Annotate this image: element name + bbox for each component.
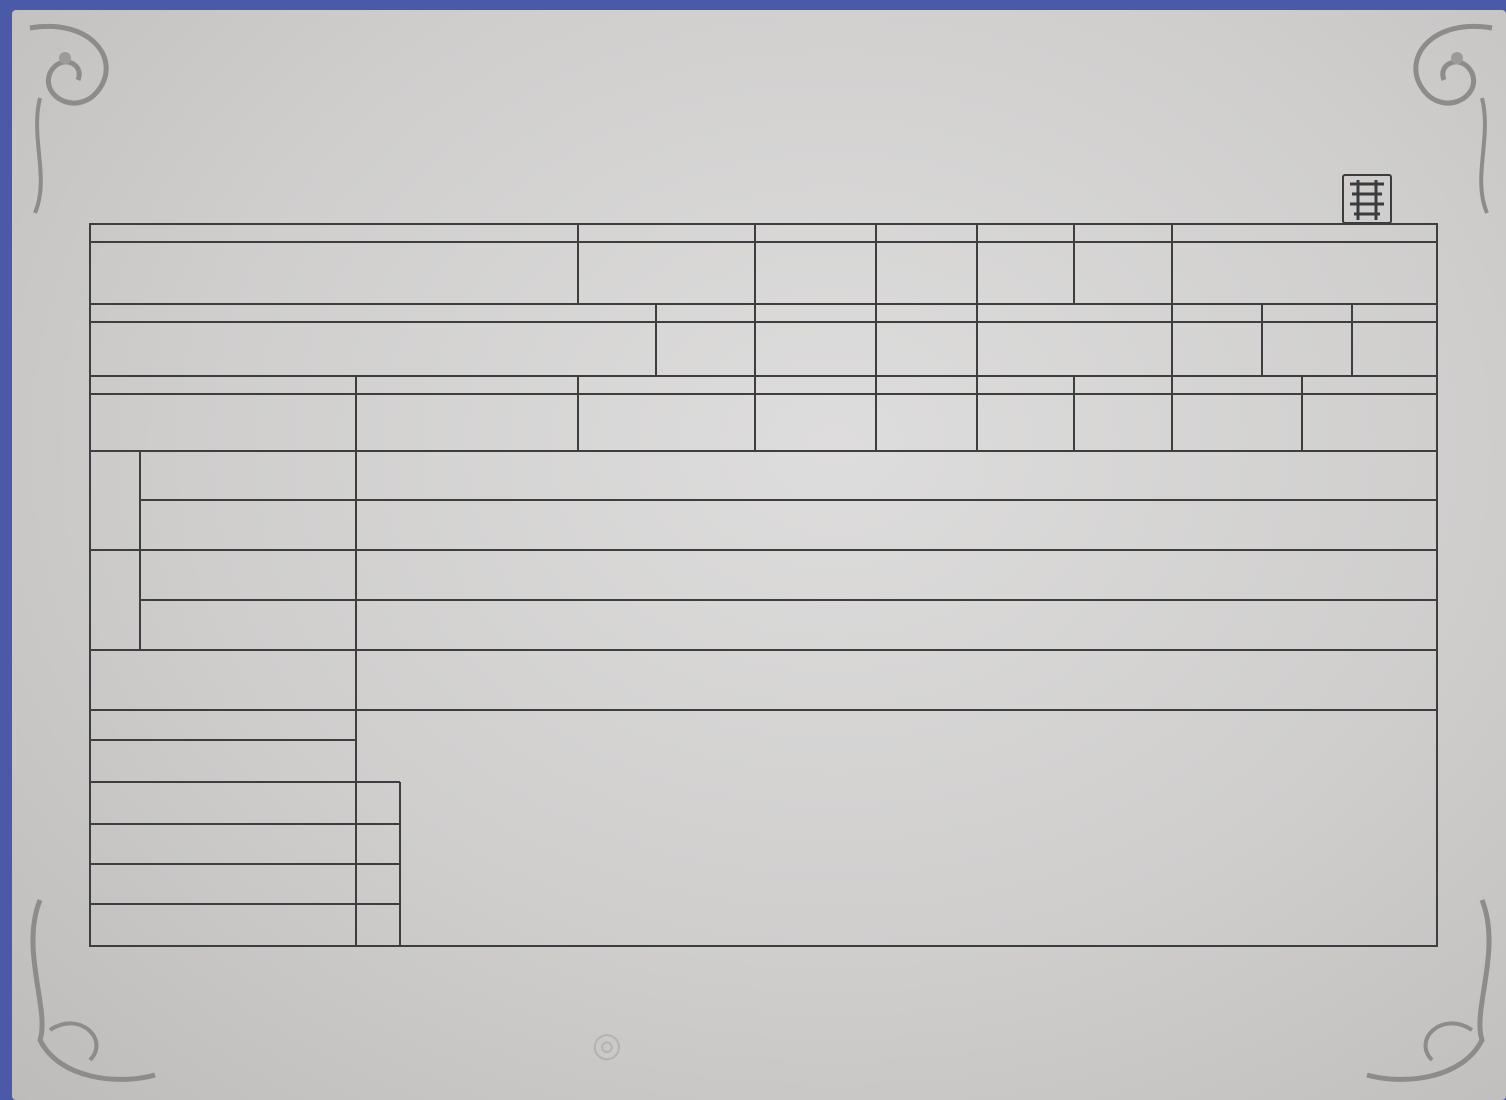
- inspection-certificate: [12, 10, 1506, 1100]
- emblem-watermark: [592, 1025, 622, 1065]
- emblem-circle-icon: ◎: [592, 1025, 622, 1065]
- form-grid: [12, 10, 1506, 1100]
